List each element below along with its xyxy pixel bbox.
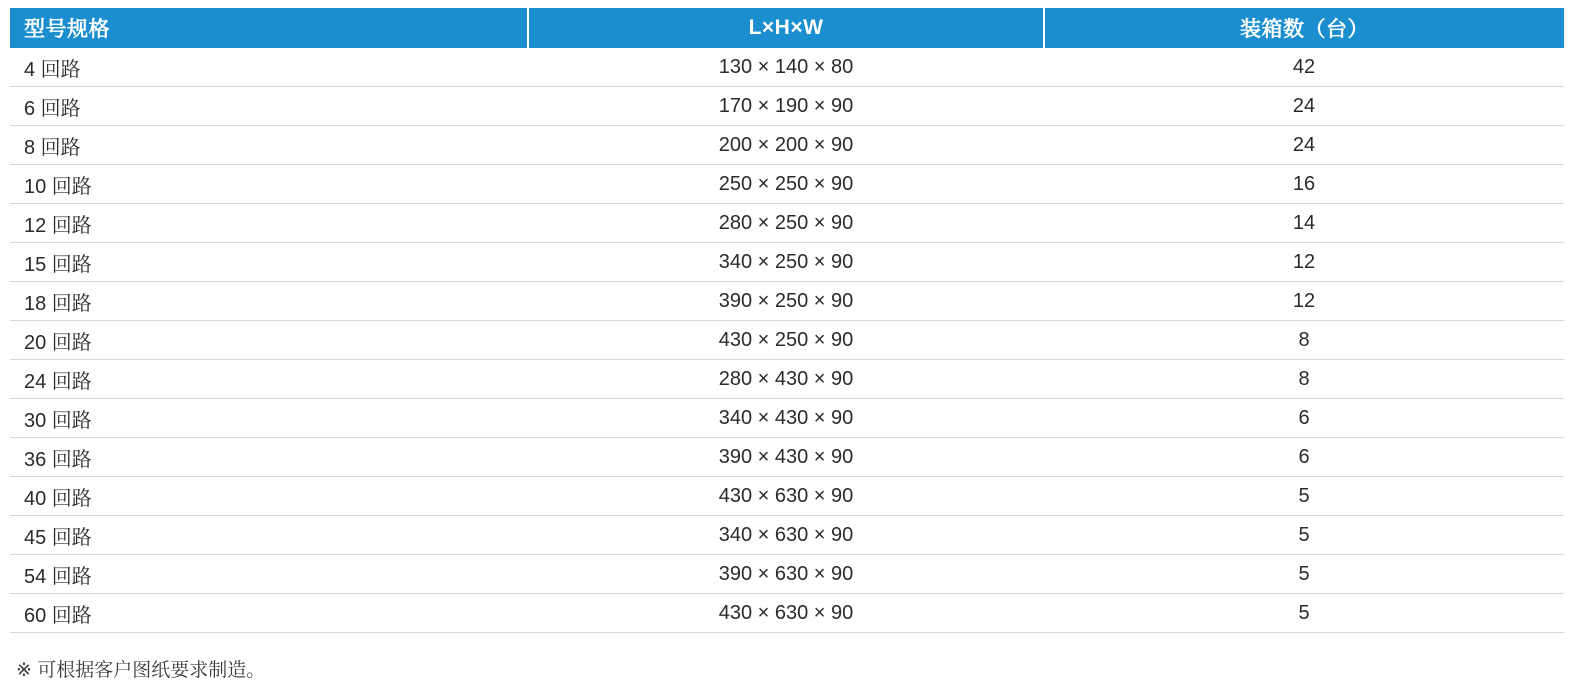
cell-dimensions: 340 × 430 × 90 [528, 399, 1044, 438]
cell-dimensions: 390 × 250 × 90 [528, 282, 1044, 321]
cell-packing-quantity: 42 [1044, 48, 1564, 87]
table-row [10, 165, 1564, 204]
cell-packing-quantity: 8 [1044, 321, 1564, 360]
table-row [10, 204, 1564, 243]
table-row [10, 282, 1564, 321]
cell-model: 15 回路 [10, 243, 528, 282]
cell-dimensions: 430 × 250 × 90 [528, 321, 1044, 360]
table-row [10, 126, 1564, 165]
cell-packing-quantity: 16 [1044, 165, 1564, 204]
table-row [10, 555, 1564, 594]
cell-model: 40 回路 [10, 477, 528, 516]
cell-packing-quantity: 8 [1044, 360, 1564, 399]
cell-model: 10 回路 [10, 165, 528, 204]
table-row [10, 48, 1564, 87]
cell-dimensions: 170 × 190 × 90 [528, 87, 1044, 126]
cell-packing-quantity: 5 [1044, 516, 1564, 555]
table-header [10, 8, 1564, 48]
table-row [10, 594, 1564, 633]
cell-model: 12 回路 [10, 204, 528, 243]
cell-dimensions: 340 × 630 × 90 [528, 516, 1044, 555]
cell-dimensions: 250 × 250 × 90 [528, 165, 1044, 204]
cell-packing-quantity: 14 [1044, 204, 1564, 243]
column-header-packing-quantity: 装箱数（台） [1044, 8, 1564, 48]
table-row [10, 516, 1564, 555]
cell-model: 30 回路 [10, 399, 528, 438]
cell-model: 20 回路 [10, 321, 528, 360]
cell-dimensions: 280 × 430 × 90 [528, 360, 1044, 399]
cell-packing-quantity: 12 [1044, 282, 1564, 321]
cell-packing-quantity: 6 [1044, 399, 1564, 438]
cell-packing-quantity: 12 [1044, 243, 1564, 282]
cell-packing-quantity: 5 [1044, 477, 1564, 516]
table-row [10, 360, 1564, 399]
cell-model: 6 回路 [10, 87, 528, 126]
specification-table [10, 8, 1564, 633]
cell-dimensions: 200 × 200 × 90 [528, 126, 1044, 165]
footnote: ※ 可根据客户图纸要求制造。 [16, 660, 266, 681]
cell-model: 36 回路 [10, 438, 528, 477]
table-row [10, 87, 1564, 126]
cell-model: 54 回路 [10, 555, 528, 594]
cell-packing-quantity: 24 [1044, 126, 1564, 165]
cell-model: 60 回路 [10, 594, 528, 633]
cell-model: 45 回路 [10, 516, 528, 555]
cell-dimensions: 130 × 140 × 80 [528, 48, 1044, 87]
cell-dimensions: 340 × 250 × 90 [528, 243, 1044, 282]
cell-model: 18 回路 [10, 282, 528, 321]
cell-dimensions: 430 × 630 × 90 [528, 477, 1044, 516]
cell-dimensions: 390 × 630 × 90 [528, 555, 1044, 594]
column-header-model: 型号规格 [10, 8, 528, 48]
cell-model: 8 回路 [10, 126, 528, 165]
column-header-dimensions: L×H×W [528, 8, 1044, 48]
table-row [10, 477, 1564, 516]
cell-model: 4 回路 [10, 48, 528, 87]
cell-dimensions: 390 × 430 × 90 [528, 438, 1044, 477]
cell-packing-quantity: 24 [1044, 87, 1564, 126]
cell-dimensions: 430 × 630 × 90 [528, 594, 1044, 633]
table-row [10, 321, 1564, 360]
cell-packing-quantity: 5 [1044, 594, 1564, 633]
cell-dimensions: 280 × 250 × 90 [528, 204, 1044, 243]
cell-packing-quantity: 6 [1044, 438, 1564, 477]
table-row [10, 438, 1564, 477]
table-row [10, 243, 1564, 282]
cell-model: 24 回路 [10, 360, 528, 399]
table-row [10, 399, 1564, 438]
cell-packing-quantity: 5 [1044, 555, 1564, 594]
table-header-row [10, 8, 1564, 48]
table-body [10, 48, 1564, 633]
